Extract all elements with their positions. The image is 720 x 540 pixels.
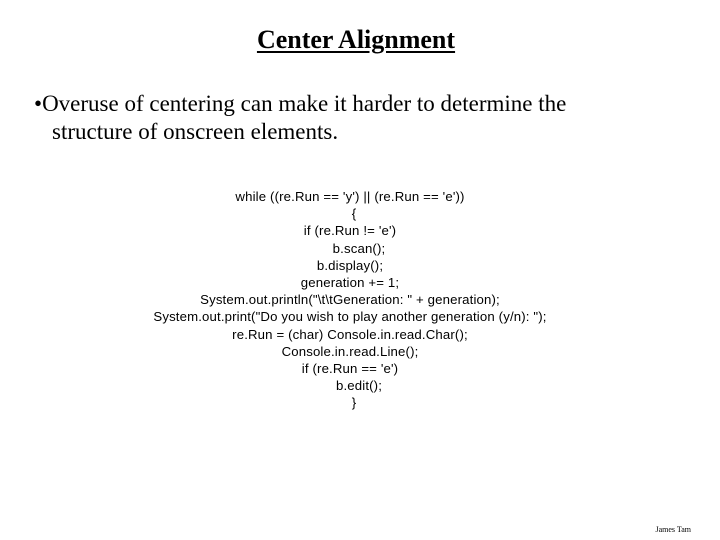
author-footer: James Tam (655, 525, 691, 534)
bullet-text-line-2: structure of onscreen elements. (52, 119, 339, 144)
code-line: System.out.println("\t\tGeneration: " + generation); (200, 292, 500, 308)
code-line: } (351, 395, 357, 411)
code-line: Console.in.read.Line(); (281, 343, 419, 359)
code-line: if (re.Run == 'e') (301, 361, 399, 377)
code-line: re.Run = (char) Console.in.read.Char(); (232, 326, 468, 342)
code-line: generation += 1; (300, 275, 400, 291)
code-line: { (351, 206, 357, 222)
code-line: b.edit(); (335, 378, 383, 394)
code-example (0, 188, 700, 412)
bullet-text-line-1: Overuse of centering can make it harder to determine the (42, 91, 567, 116)
bullet-line-1 (34, 90, 694, 118)
code-line: b.scan(); (332, 240, 386, 256)
bullet-point (34, 90, 694, 146)
slide-title: Center Alignment (256, 25, 456, 54)
code-line: System.out.print("Do you wish to play another generation (y/n): "); (153, 309, 547, 325)
code-line: while ((re.Run == 'y') || (re.Run == 'e')) (235, 189, 465, 204)
code-line: b.display(); (316, 257, 384, 273)
bullet-marker: • (34, 91, 43, 116)
code-line: if (re.Run != 'e') (303, 223, 397, 239)
